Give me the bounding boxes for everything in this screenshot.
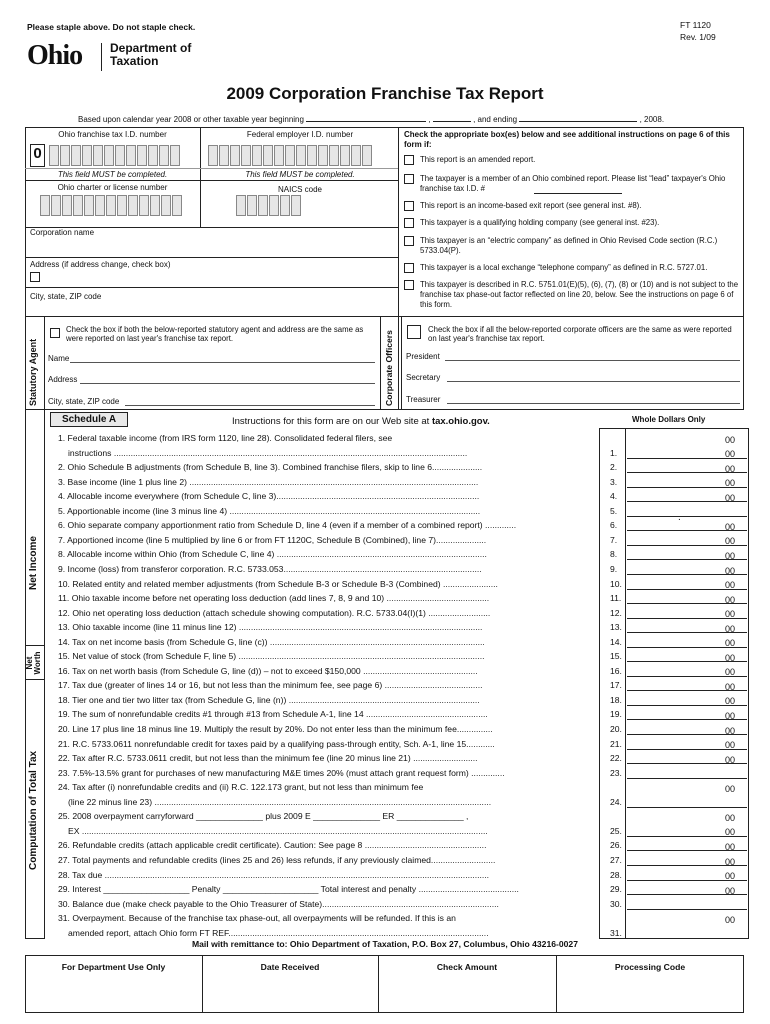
line-item-text: 4. Allocable income everywhere (from Schedule C, line 3)..................................................................................... — [58, 491, 480, 502]
whole-dollars-header: Whole Dollars Only — [632, 415, 706, 424]
cents-value: 00 — [725, 856, 736, 867]
line-number: 9. — [610, 563, 618, 574]
naics-label: NAICS code — [277, 185, 323, 194]
must-complete-note-2: This field MUST be completed. — [245, 170, 355, 179]
statutory-agent-label: Statutory Agent — [28, 338, 38, 406]
check-amount-header: Check Amount — [436, 962, 498, 972]
officers-same-text: Check the box if all the below-reported corporate officers are the same as were reported on last year's franchise tax report. — [428, 325, 732, 343]
cents-value: 00 — [725, 696, 736, 707]
line-item-text: 17. Tax due (greater of lines 14 or 16, but not less than the minimum fee, see page 6) ......................................... — [58, 680, 483, 691]
cents-value: 00 — [725, 565, 736, 576]
line-item-text: 3. Base income (line 1 plus line 2) ......................................................................................................................... — [58, 476, 479, 487]
mail-instructions: Mail with remittance to: Ohio Department of Taxation, P.O. Box 27, Columbus, Ohio 43216-0027 — [191, 939, 578, 949]
processing-code-header: Processing Code — [614, 962, 686, 972]
phase-out-checkbox[interactable] — [404, 280, 414, 290]
must-complete-note-1: This field MUST be completed. — [57, 170, 168, 179]
address-label: Address (if address change, check box) — [30, 260, 171, 269]
franchise-id-label: Ohio franchise tax I.D. number — [58, 130, 167, 139]
line-item-text: 26. Refundable credits (attach applicable credit certificate). Caution: See page 8 ................................................... — [58, 840, 487, 851]
holding-company-checkbox[interactable] — [404, 218, 414, 228]
line-item-text: 11. Ohio taxable income before net operating loss deduction (add lines 7, 8, 9 and 10) ........................................... — [58, 593, 490, 604]
line-number: 29. — [610, 884, 622, 895]
period-line: Based upon calendar year 2008 or other taxable year beginning , , and ending , 2008. — [78, 115, 665, 124]
line-number: 15. — [610, 651, 622, 662]
schedule-a-tab: Schedule A — [50, 412, 128, 427]
net-income-section-label: Net Income — [28, 536, 39, 590]
form-id: FT 1120 — [680, 20, 711, 30]
franchise-id-input[interactable] — [49, 145, 181, 166]
line-number: 11. — [610, 593, 622, 604]
amount-input[interactable] — [627, 765, 747, 779]
cents-value: 00 — [725, 594, 736, 605]
line-item-text: 15. Net value of stock (from Schedule F, line 5) ....................................................................................................... — [58, 651, 485, 662]
line-item-text: 31. Overpayment. Because of the franchise tax phase-out, all overpayments will be refunded. If this is an — [58, 913, 456, 924]
line-number: 14. — [610, 636, 622, 647]
amount-input[interactable] — [627, 503, 747, 517]
cents-value: 00 — [725, 681, 736, 692]
line-number: 31. — [610, 927, 622, 938]
line-number: 7. — [610, 534, 618, 545]
amount-input[interactable] — [627, 896, 747, 910]
dept-name: Department of Taxation — [110, 41, 192, 68]
page-title: 2009 Corporation Franchise Tax Report — [226, 84, 544, 103]
line-number: 3. — [610, 476, 618, 487]
exit-report-checkbox[interactable] — [404, 201, 414, 211]
line-number: 16. — [610, 665, 622, 676]
cents-value: 00 — [725, 623, 736, 634]
staple-note: Please staple above. Do not staple check. — [27, 22, 196, 32]
line-item-text: 8. Allocable income within Ohio (from Schedule C, line 4) ........................................................................................ — [58, 549, 487, 560]
line-number: 13. — [610, 622, 622, 633]
line-number: 30. — [610, 898, 622, 909]
cents-value: 00 — [725, 827, 736, 838]
line-number: 5. — [610, 505, 618, 516]
charter-label: Ohio charter or license number — [57, 183, 168, 192]
line-number: 25. — [610, 825, 622, 836]
cents-value: 00 — [725, 434, 736, 445]
line-item-text: 2. Ohio Schedule B adjustments (from Schedule B, line 3). Combined franchise filers, skip to line 6..................... — [58, 462, 483, 473]
line-item-text: 18. Tier one and tier two litter tax (from Schedule G, line (n)) ................................................................................ — [58, 694, 480, 705]
cents-value: 00 — [725, 783, 736, 794]
line-number: 22. — [610, 753, 622, 764]
agent-city-label: City, state, ZIP code — [48, 397, 120, 406]
line-item-text: amended report, attach Ohio form FT REF............................................................................................................. — [68, 927, 489, 938]
ratio-decimal-point: . — [678, 512, 681, 524]
fein-label: Federal employer I.D. number — [246, 130, 354, 139]
line-number: 1. — [610, 447, 618, 458]
line-number: 18. — [610, 694, 622, 705]
electric-company-checkbox[interactable] — [404, 236, 414, 246]
line-item-text: 9. Income (loss) from transferor corporation. R.C. 5733.053................................................................................... — [58, 563, 482, 574]
line-item-text: 1. Federal taxable income (from IRS form 1120, line 28). Consolidated federal filers, see — [58, 433, 393, 443]
amount-input[interactable] — [627, 794, 747, 808]
line-item-text: 16. Tax on net worth basis (from Schedule G, line (d)) – not to exceed $150,000 ................................................ — [58, 665, 478, 676]
line-item-text: 14. Tax on net income basis (from Schedule G, line (c)) .......................................................................................... — [58, 636, 485, 647]
cents-value: 00 — [725, 914, 736, 925]
line-item-text: 24. Tax after (i) nonrefundable credits and (ii) R.C. 122.173 grant, but not less than minimum fee — [58, 782, 424, 793]
president-label: President — [406, 352, 440, 361]
city-label: City, state, ZIP code — [30, 292, 102, 301]
cents-value: 00 — [725, 871, 736, 882]
line-number: 19. — [610, 709, 622, 720]
checkbox-header: Check the appropriate box(es) below and see additional instructions on page 6 of this form if: — [404, 130, 730, 149]
date-received-header: Date Received — [260, 962, 320, 972]
franchise-id-prefix: 0 — [30, 144, 45, 167]
cents-value: 00 — [725, 463, 736, 474]
amended-checkbox[interactable] — [404, 155, 414, 165]
cents-value: 00 — [725, 841, 736, 852]
line-item-text: instructions .................................................................................................................................................... — [68, 447, 468, 458]
total-tax-section-label: Computation of Total Tax — [28, 750, 39, 870]
cents-value: 00 — [725, 754, 736, 765]
line-item-text: 13. Ohio taxable income (line 11 minus line 12) ...................................................................................................... — [58, 622, 483, 633]
naics-input[interactable] — [236, 195, 302, 216]
charter-input[interactable] — [40, 195, 183, 216]
cents-value: 00 — [725, 740, 736, 751]
fein-input[interactable] — [208, 145, 373, 166]
cents-value: 00 — [725, 711, 736, 721]
secretary-label: Secretary — [406, 373, 441, 382]
line-number: 24. — [610, 796, 622, 807]
ohio-logo: Ohio — [27, 40, 83, 71]
line-number: 6. — [610, 520, 618, 531]
line-number: 12. — [610, 607, 622, 618]
amount-input[interactable] — [627, 925, 747, 939]
line-number: 21. — [610, 738, 622, 749]
cents-value: 00 — [725, 638, 736, 649]
cents-value: 00 — [725, 521, 736, 532]
line-item-text: 6. Ohio separate company apportionment ratio from Schedule D, line 4 (even if a member of a combined report) ............. — [58, 520, 517, 531]
line-number: 28. — [610, 869, 622, 880]
website-link[interactable]: tax.ohio.gov. — [431, 416, 490, 427]
cents-value: 00 — [725, 725, 736, 736]
line-item-text: 28. Tax due ................................................................................................................................................................. — [58, 869, 490, 880]
agent-same-checkbox[interactable] — [50, 328, 60, 338]
line-item-text: EX .......................................................................................................................................................................... — [68, 825, 488, 836]
cents-value: 00 — [725, 536, 736, 547]
treasurer-label: Treasurer — [406, 395, 441, 404]
line-number: 23. — [610, 767, 622, 778]
line-item-text: 25. 2008 overpayment carryforward ______________ plus 2009 E ______________ ER ______________ , — [58, 811, 469, 822]
cents-value: 00 — [725, 492, 736, 503]
line-item-text: 23. 7.5%-13.5% grant for purchases of new manufacturing M&E times 20% (must attach grant request form) .............. — [58, 767, 505, 778]
agent-name-label: Name — [48, 354, 70, 363]
corp-name-label: Corporation name — [30, 228, 95, 237]
line-item-text: 5. Apportionable income (line 3 minus line 4) ......................................................................................................... — [58, 505, 481, 516]
cents-value: 00 — [725, 609, 736, 620]
line-number: 17. — [610, 680, 622, 691]
telephone-company-checkbox[interactable] — [404, 263, 414, 273]
line-item-text: 29. Interest __________________ Penalty ____________________ Total interest and penalty .......................................... — [58, 884, 519, 895]
line-number: 4. — [610, 491, 618, 502]
line-number: 26. — [610, 840, 622, 851]
line-number: 2. — [610, 462, 618, 473]
address-change-checkbox[interactable] — [30, 272, 40, 282]
combined-checkbox[interactable] — [404, 174, 414, 184]
line-number: 20. — [610, 724, 622, 734]
line-number: 8. — [610, 549, 618, 560]
line-item-text: 21. R.C. 5733.0611 nonrefundable credit for taxes paid by a qualifying pass-through entity, Sch. A-1, line 15............ — [58, 738, 495, 749]
line-item-text: 20. Line 17 plus line 18 minus line 19. Multiply the result by 20%. Do not enter less than the minimum fee............... — [58, 724, 493, 734]
cents-value: 00 — [725, 652, 736, 663]
line-item-text: 10. Related entity and related member adjustments (from Schedule B-3 or Schedule B-3 (Combined) ....................... — [58, 578, 498, 589]
agent-same-text: Check the box if both the below-reported statutory agent and address are the same as were reported on last year's franchise tax report. — [66, 325, 364, 343]
cents-value: 00 — [725, 550, 736, 561]
officers-same-checkbox[interactable] — [407, 325, 421, 339]
corporate-officers-label: Corporate Officers — [384, 330, 394, 406]
line-item-text: (line 22 minus line 23) ............................................................................................................................................. — [68, 796, 492, 807]
cents-value: 00 — [725, 449, 736, 460]
line-item-text: 19. The sum of nonrefundable credits #1 through #13 from Schedule A-1, line 14 ................................................... — [58, 709, 488, 720]
line-item-text: 30. Balance due (make check payable to the Ohio Treasurer of State).......................................................................... — [58, 898, 499, 909]
line-item-text: 7. Apportioned income (line 5 multiplied by line 6 or from FT 1120C, Schedule B (Combined), line 7)..................... — [58, 534, 487, 545]
cents-value: 00 — [725, 580, 736, 591]
cents-value: 00 — [725, 885, 736, 896]
instructions-note: Instructions for this form are on our Web site at tax.ohio.gov. — [232, 416, 490, 427]
cents-value: 00 — [725, 667, 736, 678]
cents-value: 00 — [725, 478, 736, 489]
line-number: 10. — [610, 578, 622, 589]
line-item-text: 27. Total payments and refundable credits (lines 25 and 26) less refunds, if any previously claimed........................... — [58, 854, 496, 865]
net-worth-section-label: Net Worth — [25, 651, 42, 675]
dept-use-only-header: For Department Use Only — [61, 962, 166, 972]
form-rev: Rev. 1/09 — [680, 32, 716, 42]
agent-address-label: Address — [48, 375, 78, 384]
line-item-text: 22. Tax after R.C. 5733.0611 credit, but not less than the minimum fee (line 20 minus line 21) ........................... — [58, 753, 478, 764]
line-item-text: 12. Ohio net operating loss deduction (attach schedule showing computation). R.C. 5733.04(I)(1) .......................... — [58, 607, 491, 618]
line-number: 27. — [610, 854, 622, 865]
cents-value: 00 — [725, 812, 736, 823]
